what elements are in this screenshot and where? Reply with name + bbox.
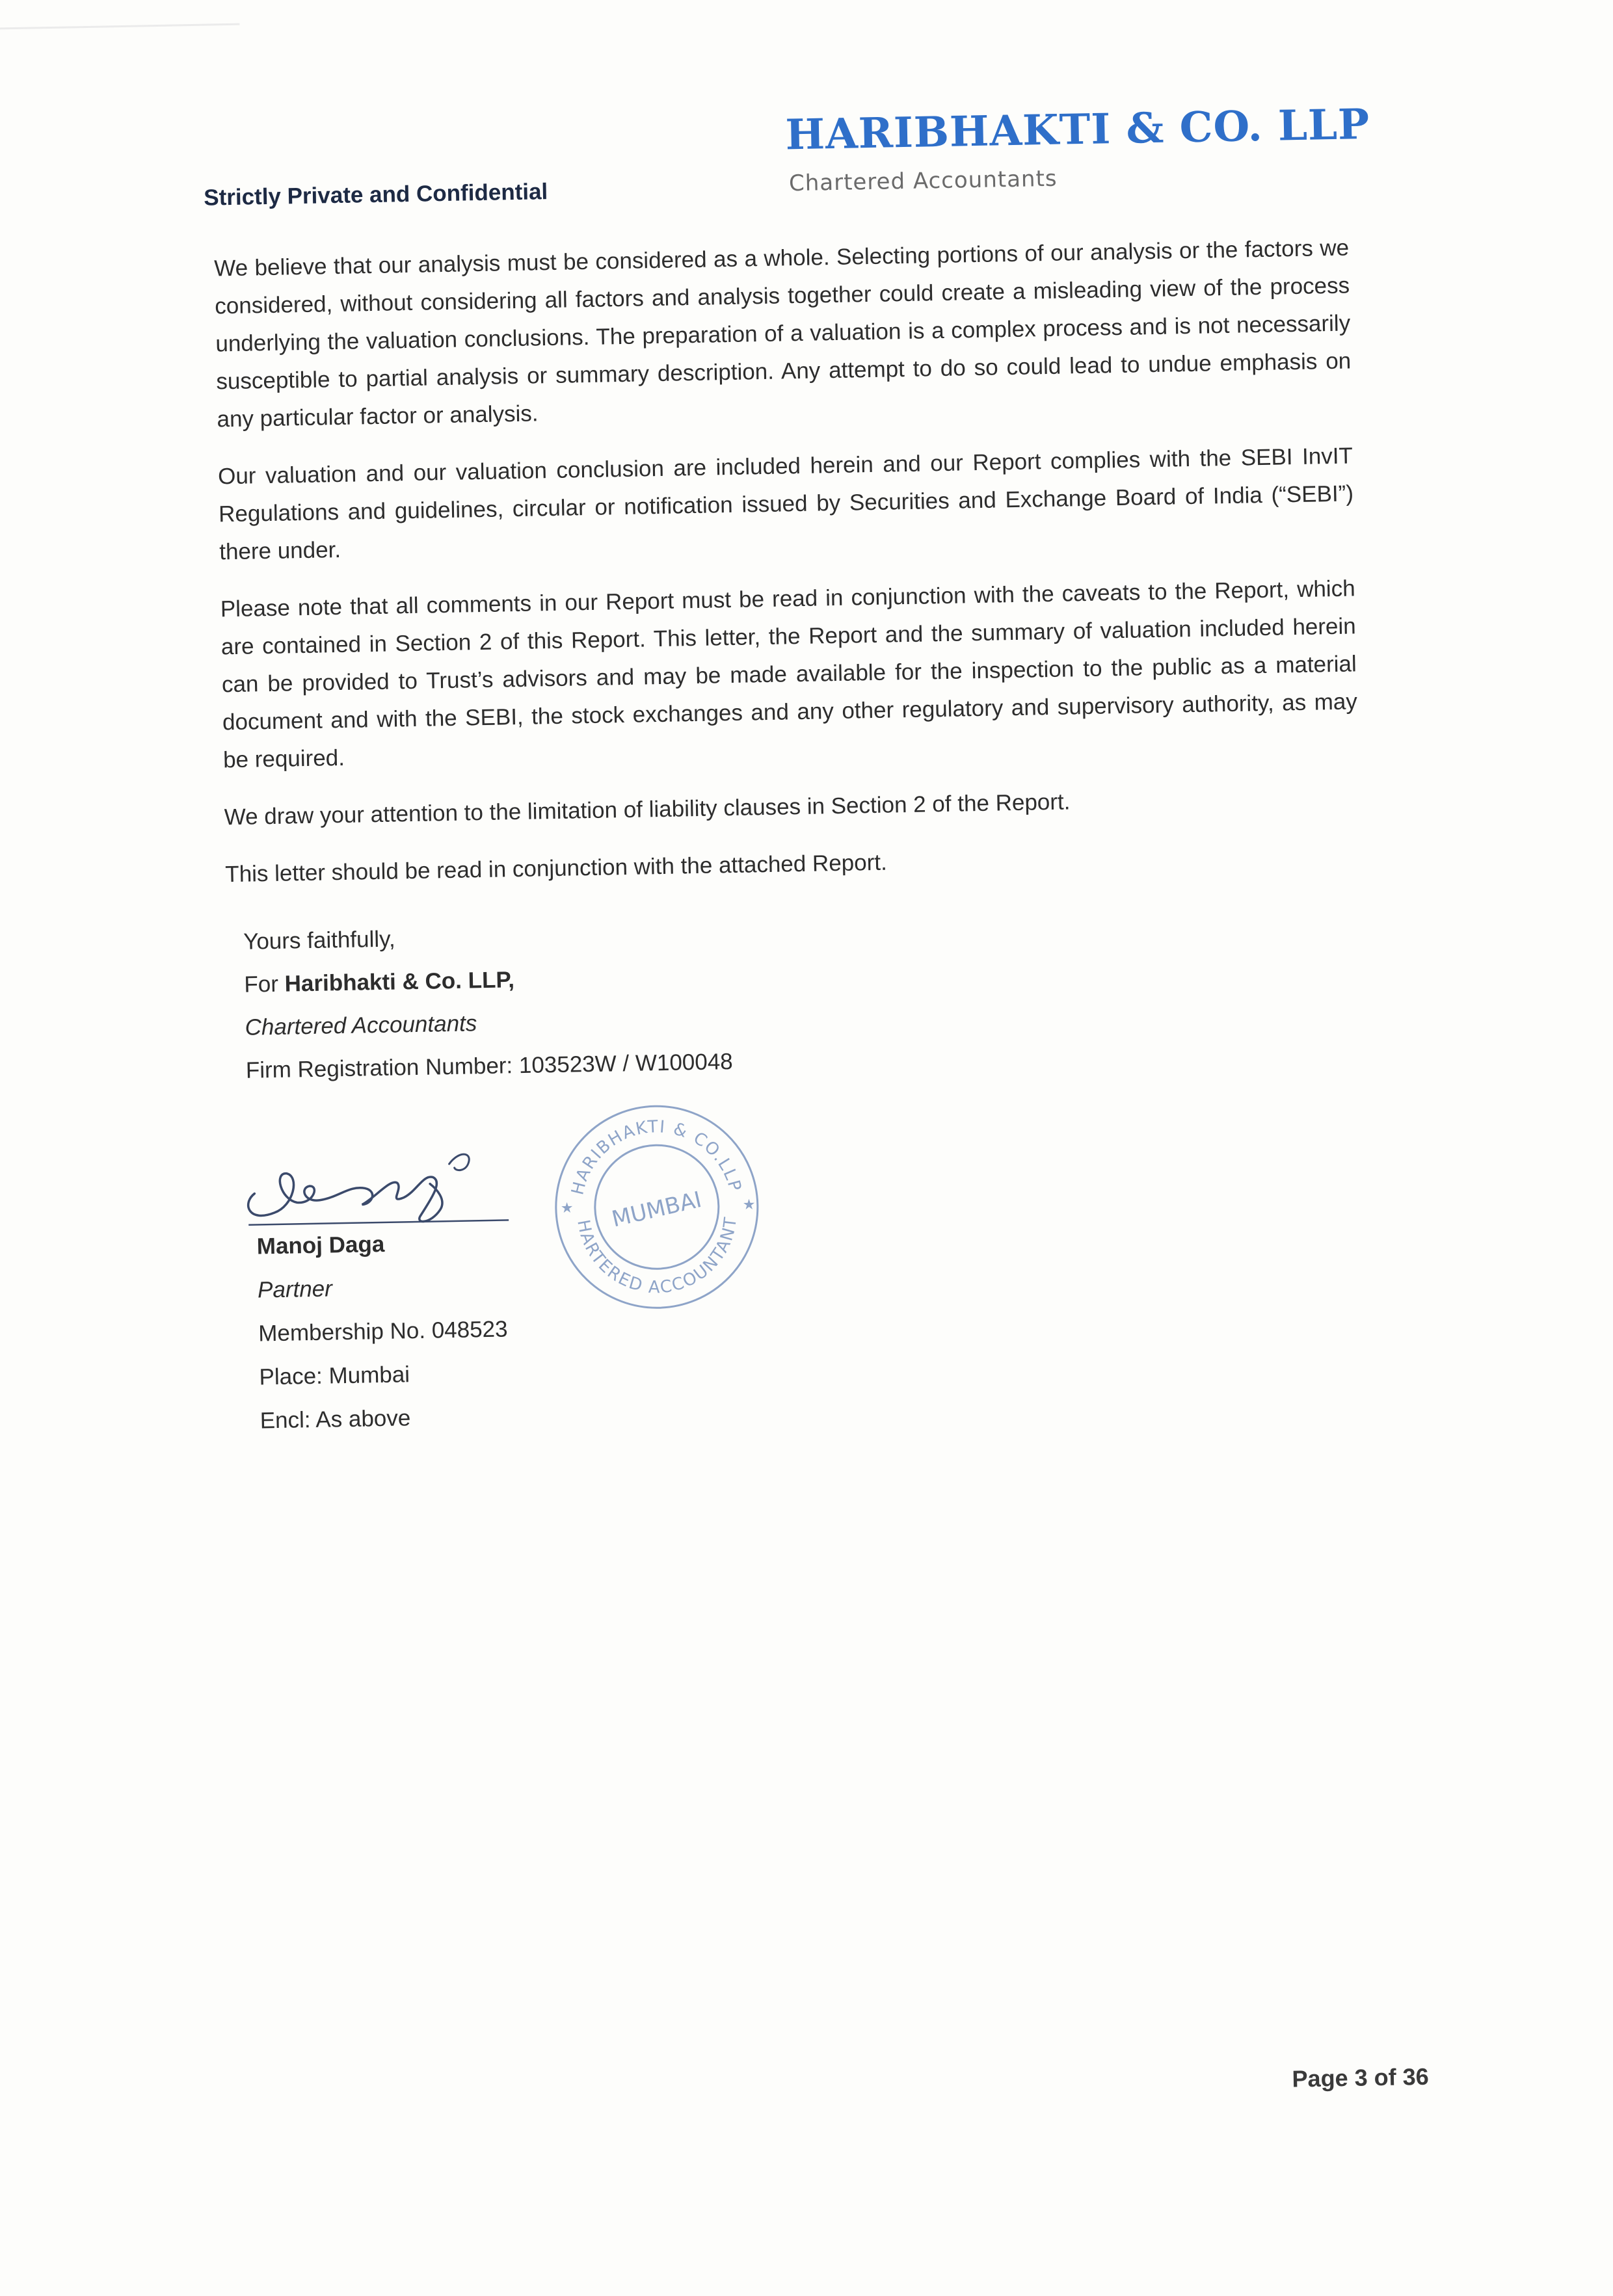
- firm-registration-number: Firm Registration Number: 103523W / W100048: [245, 1049, 734, 1083]
- firm-logo-name: HARIBHAKTI & CO. LLP: [784, 99, 1370, 160]
- stamp-bottom-text: CHARTERED ACCOUNTANTS: [573, 1215, 741, 1298]
- signatory-block: [256, 1220, 509, 1442]
- letter-body: [214, 229, 1361, 913]
- confidentiality-label: Strictly Private and Confidential: [203, 179, 548, 211]
- firm-logo-subtitle: Chartered Accountants: [788, 165, 1058, 197]
- body-paragraph: We draw your attention to the limitation of liability clauses in Section 2 of the Report.: [224, 789, 1071, 830]
- for-firm-name: Haribhakti & Co. LLP,: [284, 967, 515, 997]
- signatory-title: Partner: [257, 1276, 333, 1303]
- scan-edge-mark: [0, 23, 239, 30]
- enclosure: Encl: As above: [260, 1405, 411, 1434]
- closing-designation: Chartered Accountants: [245, 1010, 477, 1040]
- body-paragraph: Our valuation and our valuation conclusion are included herein and our Report complies with the SEBI InvIT Regulations and guidelines, circular or notification issued by Securities and Exchange Board of India (“SEBI”) there under.: [217, 443, 1354, 565]
- stamp-center-text: MUMBAI: [609, 1186, 704, 1233]
- letter-closing: [243, 912, 734, 1092]
- body-paragraph: This letter should be read in conjunction with the attached Report.: [224, 849, 888, 888]
- body-paragraph: We believe that our analysis must be considered as a whole. Selecting portions of our analysis or the factors we considered, without considering all factors and analysis together could create a misleading view of the process underlying the valuation conclusions. The preparation of a valuation is a complex process and is not necessarily susceptible to partial analysis or summary description. Any attempt to do so could lead to undue emphasis on any particular factor or analysis.: [213, 235, 1352, 432]
- salutation: Yours faithfully,: [243, 926, 396, 955]
- stamp-top-text: HARIBHAKTI & CO.LLP: [568, 1117, 745, 1197]
- company-seal-stamp: [544, 1094, 769, 1319]
- membership-number: Membership No. 048523: [258, 1316, 508, 1347]
- page-number: Page 3 of 36: [1292, 2063, 1430, 2092]
- stamp-star-icon: ★: [560, 1200, 574, 1217]
- place: Place: Mumbai: [259, 1362, 410, 1390]
- signatory-name: Manoj Daga: [256, 1231, 385, 1260]
- for-prefix: For: [244, 971, 286, 997]
- body-paragraph: Please note that all comments in our Report must be read in conjunction with the caveats to the Report, which are contained in Section 2 of this Report. This letter, the Report and the summary of valuation included herein can be provided to Trust’s advisors and may be made available for the inspection to the public as a material document and with the SEBI, the stock exchanges and any other regulatory and supervisory authority, as may be required.: [220, 575, 1358, 773]
- stamp-star-icon: ★: [742, 1196, 756, 1213]
